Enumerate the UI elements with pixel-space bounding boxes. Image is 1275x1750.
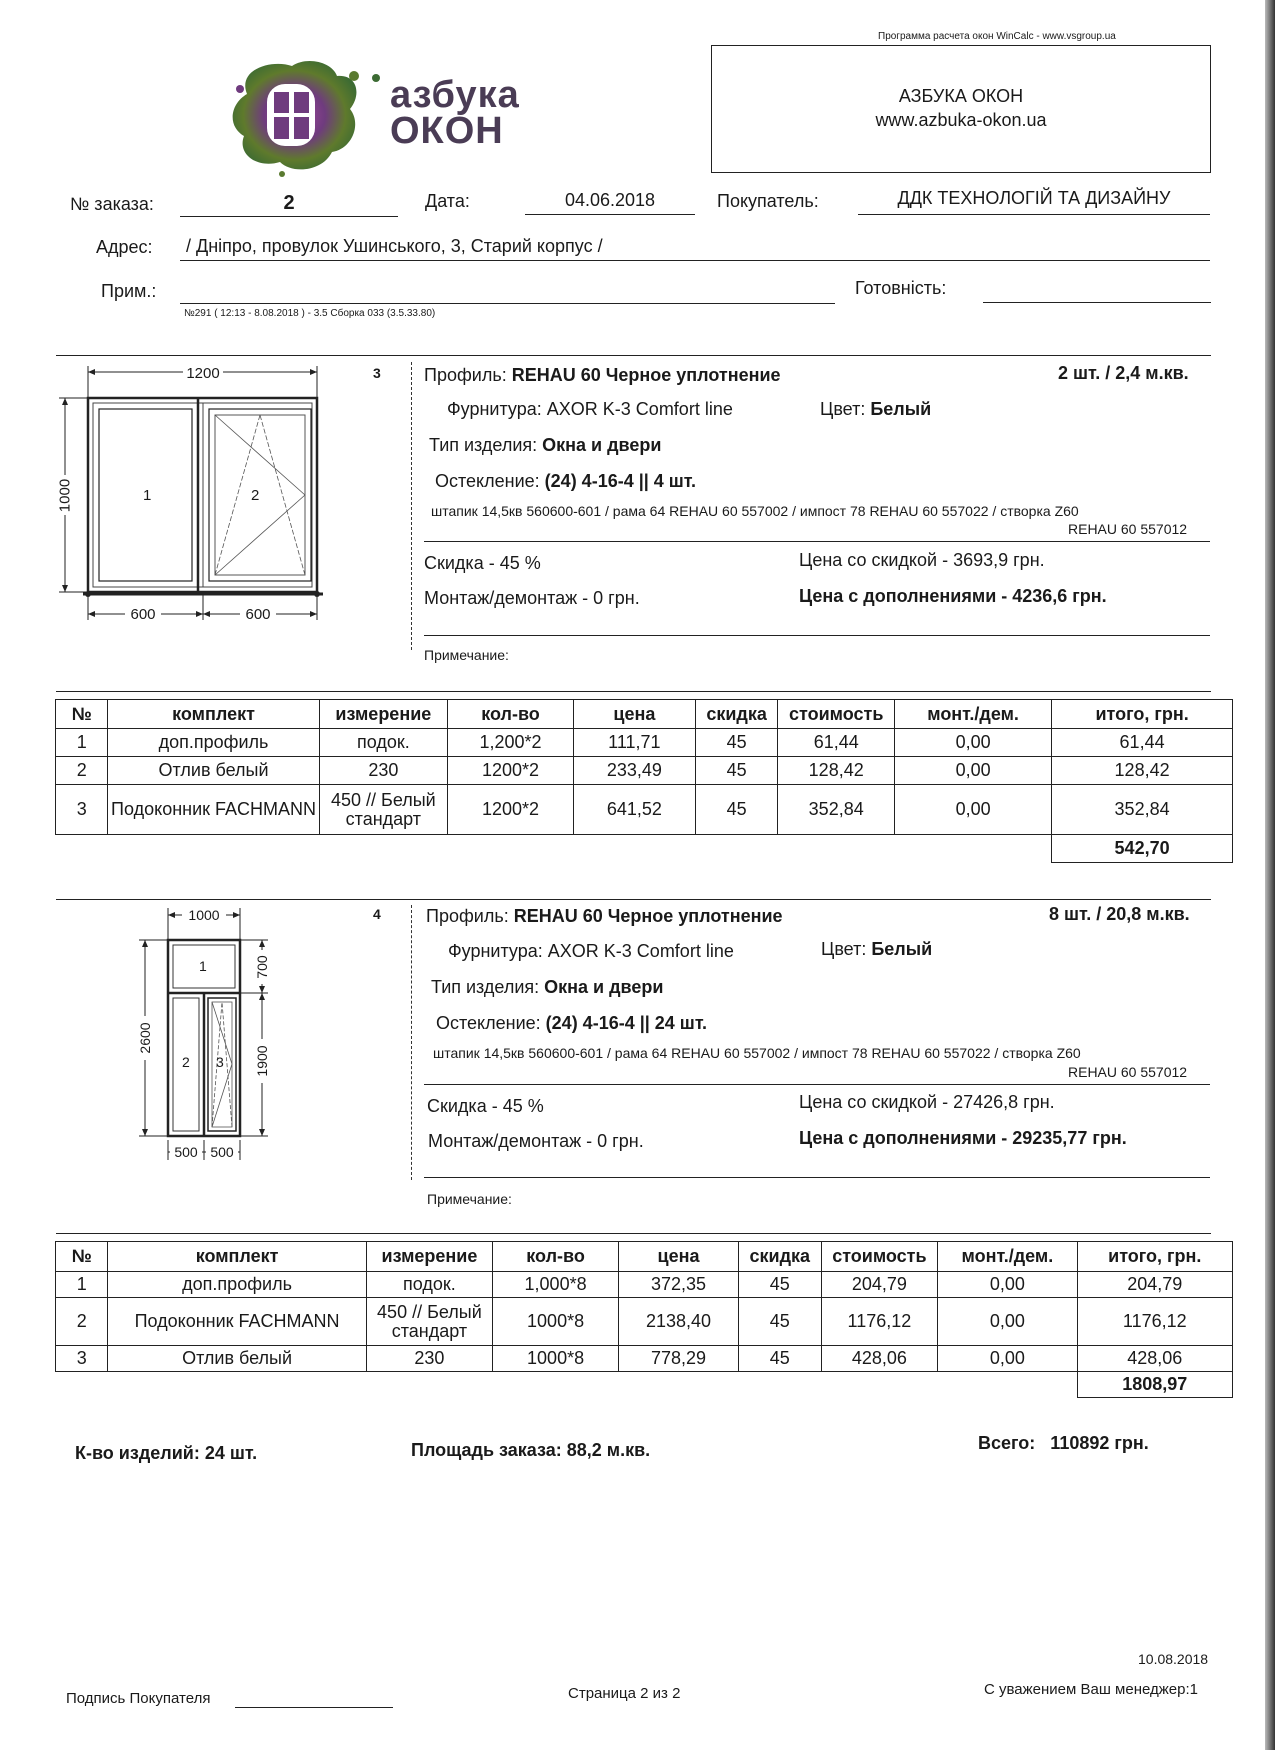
product-discount: Скидка - 45 %: [427, 1096, 544, 1116]
col-header: итого, грн.: [1077, 1242, 1232, 1272]
scan-edge: [1265, 0, 1275, 1750]
col-header: стоимость: [778, 700, 895, 729]
buyer-label: Покупатель:: [717, 191, 819, 211]
product-spec-line1: штапик 14,5кв 560600-601 / рама 64 REHAU 60 557002 / импост 78 REHAU 60 557022 / створка Z60: [433, 1045, 1081, 1061]
table-row: [56, 1298, 1233, 1346]
sash-label: 2: [182, 1054, 190, 1070]
cell: 204,79: [821, 1272, 938, 1298]
col-header: №: [56, 1242, 108, 1272]
cell: 45: [695, 785, 778, 835]
product-mounting: Монтаж/демонтаж - 0 грн.: [428, 1131, 644, 1151]
order-number: 2: [283, 192, 295, 214]
cell: 2: [56, 1298, 108, 1346]
cell: доп.профиль: [108, 1272, 366, 1298]
items-count: К-во изделий: 24 шт.: [75, 1443, 258, 1463]
sash-label: 3: [216, 1054, 224, 1070]
company-website: www.azbuka-okon.ua: [875, 110, 1047, 130]
cell: 0,00: [938, 1272, 1077, 1298]
cell: 0,00: [895, 729, 1052, 757]
cell: 1: [56, 1272, 108, 1298]
dim-right: 600: [245, 606, 271, 623]
product-profile: Профиль: REHAU 60 Черное уплотнение: [426, 906, 783, 926]
dim-left: 600: [130, 606, 156, 623]
product-qty: 2 шт. / 2,4 м.кв.: [1058, 363, 1189, 383]
cell: 111,71: [573, 729, 695, 757]
company-logo: [222, 54, 552, 184]
col-header: кол-во: [493, 1242, 619, 1272]
buyer-name: ДДК ТЕХНОЛОГІЙ ТА ДИЗАЙНУ: [897, 188, 1171, 208]
col-header: монт./дем.: [938, 1242, 1077, 1272]
col-header: цена: [618, 1242, 738, 1272]
product-spec-line1: штапик 14,5кв 560600-601 / рама 64 REHAU 60 557002 / импост 78 REHAU 60 557022 / створка Z60: [431, 503, 1079, 519]
order-date: 04.06.2018: [564, 190, 656, 210]
cell: 1176,12: [821, 1298, 938, 1346]
grand-total: Всего: 110892 грн.: [978, 1433, 1149, 1453]
logo-text-line1: азбука: [390, 74, 520, 116]
cell: 352,84: [778, 785, 895, 835]
cell: 778,29: [618, 1346, 738, 1372]
cell: Подоконник FACHMANN: [108, 785, 319, 835]
product-discount-price: Цена со скидкой - 27426,8 грн.: [799, 1092, 1055, 1112]
product-2-items-table: [55, 1241, 1233, 1398]
cell: 45: [738, 1346, 821, 1372]
cell: 233,49: [573, 757, 695, 785]
product-2-drawing: [130, 904, 300, 1169]
product-index: 3: [373, 365, 381, 381]
product-fittings: Фурнитура: AXOR K-3 Comfort line: [447, 399, 733, 419]
cell: подок.: [319, 729, 447, 757]
table-header-row: [56, 700, 1233, 729]
address-label: Адрес:: [96, 237, 153, 257]
cell: 450 // Белый стандарт: [366, 1298, 492, 1346]
cell: 428,06: [1077, 1346, 1232, 1372]
col-header: стоимость: [821, 1242, 938, 1272]
cell: 45: [695, 757, 778, 785]
cell: 128,42: [1052, 757, 1233, 785]
table-total: 1808,97: [1077, 1372, 1232, 1398]
cell: 1000*8: [493, 1298, 619, 1346]
table-row: [56, 1272, 1233, 1298]
order-number-label: № заказа:: [70, 194, 154, 214]
logo-text-line2: ОКОН: [390, 110, 504, 152]
cell: 3: [56, 785, 108, 835]
cell: Подоконник FACHMANN: [108, 1298, 366, 1346]
cell: 352,84: [1052, 785, 1233, 835]
col-header: кол-во: [448, 700, 574, 729]
cell: 428,06: [821, 1346, 938, 1372]
table-total: 542,70: [1052, 835, 1233, 863]
cell: 204,79: [1077, 1272, 1232, 1298]
program-note: Программа расчета окон WinCalc - www.vsgroup.ua: [878, 31, 1116, 42]
date-label: Дата:: [425, 191, 470, 211]
cell: 1: [56, 729, 108, 757]
sash-label: 2: [251, 487, 260, 504]
cell: 61,44: [778, 729, 895, 757]
print-date: 10.08.2018: [1138, 1651, 1209, 1667]
cell: подок.: [366, 1272, 492, 1298]
cell: 2: [56, 757, 108, 785]
cell: 45: [738, 1272, 821, 1298]
product-1-drawing: [55, 362, 335, 642]
page-number: Страница 2 из 2: [568, 1685, 681, 1702]
cell: 450 // Белый стандарт: [319, 785, 447, 835]
cell: 128,42: [778, 757, 895, 785]
col-header: цена: [573, 700, 695, 729]
table-total-row: [56, 835, 1233, 863]
cell: 230: [366, 1346, 492, 1372]
cell: 372,35: [618, 1272, 738, 1298]
product-total-price: Цена с дополнениями - 4236,6 грн.: [799, 586, 1107, 606]
product-spec-line2: REHAU 60 557012: [1068, 521, 1188, 537]
company-info-box: [711, 45, 1211, 173]
dim-left: 500: [174, 1144, 198, 1160]
col-header: скидка: [695, 700, 778, 729]
cell: 1200*2: [448, 757, 574, 785]
col-header: №: [56, 700, 108, 729]
product-discount: Скидка - 45 %: [424, 553, 541, 573]
sash-label: 1: [199, 958, 207, 974]
col-header: измерение: [319, 700, 447, 729]
cell: 1,200*2: [448, 729, 574, 757]
readiness-label: Готовність:: [855, 278, 947, 298]
product-profile: Профиль: REHAU 60 Черное уплотнение: [424, 365, 781, 385]
col-header: комплект: [108, 1242, 366, 1272]
col-header: скидка: [738, 1242, 821, 1272]
cell: Отлив белый: [108, 1346, 366, 1372]
table-row: [56, 757, 1233, 785]
table-row: [56, 729, 1233, 757]
cell: 45: [738, 1298, 821, 1346]
product-glazing: Остекление: (24) 4-16-4 || 4 шт.: [435, 471, 697, 491]
cell: Отлив белый: [108, 757, 319, 785]
sash-label: 1: [143, 487, 152, 504]
cell: 1000*8: [493, 1346, 619, 1372]
cell: 1176,12: [1077, 1298, 1232, 1346]
dim-width: 1000: [188, 907, 220, 923]
product-discount-price: Цена со скидкой - 3693,9 грн.: [799, 550, 1045, 570]
col-header: измерение: [366, 1242, 492, 1272]
cell: 0,00: [938, 1346, 1077, 1372]
manager-line: С уважением Ваш менеджер:1: [984, 1681, 1198, 1698]
address-value: / Дніпро, провулок Ушинського, 3, Старий корпус /: [186, 236, 603, 256]
signature-label: Подпись Покупателя: [66, 1690, 211, 1707]
col-header: монт./дем.: [895, 700, 1052, 729]
cell: 45: [695, 729, 778, 757]
product-fittings: Фурнитура: AXOR K-3 Comfort line: [448, 941, 734, 961]
product-color: Цвет: Белый: [820, 399, 932, 419]
col-header: комплект: [108, 700, 319, 729]
dim-right: 500: [210, 1144, 234, 1160]
cell: 2138,40: [618, 1298, 738, 1346]
cell: 230: [319, 757, 447, 785]
dim-width: 1200: [186, 365, 220, 382]
dim-height: 2600: [137, 1022, 153, 1054]
dim-bottom: 1900: [254, 1045, 270, 1077]
table-row: [56, 1346, 1233, 1372]
note-label: Прим.:: [101, 281, 157, 301]
product-color: Цвет: Белый: [821, 939, 933, 959]
cell: 0,00: [895, 785, 1052, 835]
product-remark-label: Примечание:: [427, 1191, 512, 1207]
product-spec-line2: REHAU 60 557012: [1068, 1064, 1188, 1080]
dim-top: 700: [254, 955, 270, 979]
product-remark-label: Примечание:: [424, 647, 509, 663]
cell: 641,52: [573, 785, 695, 835]
col-header: итого, грн.: [1052, 700, 1233, 729]
product-index: 4: [373, 906, 381, 922]
cell: 0,00: [895, 757, 1052, 785]
product-qty: 8 шт. / 20,8 м.кв.: [1049, 904, 1190, 924]
table-header-row: [56, 1242, 1233, 1272]
table-total-row: [56, 1372, 1233, 1398]
dim-height: 1000: [56, 478, 74, 513]
order-area: Площадь заказа: 88,2 м.кв.: [411, 1440, 651, 1460]
cell: 0,00: [938, 1298, 1077, 1346]
cell: 1200*2: [448, 785, 574, 835]
cell: 3: [56, 1346, 108, 1372]
version-line: №291 ( 12:13 - 8.08.2018 ) - 3.5 Сборка 033 (3.5.33.80): [184, 308, 436, 319]
product-total-price: Цена с дополнениями - 29235,77 грн.: [799, 1128, 1127, 1148]
product-mounting: Монтаж/демонтаж - 0 грн.: [424, 588, 640, 608]
product-type: Тип изделия: Окна и двери: [429, 435, 662, 455]
product-glazing: Остекление: (24) 4-16-4 || 24 шт.: [436, 1013, 708, 1033]
company-name: АЗБУКА ОКОН: [898, 86, 1024, 106]
product-type: Тип изделия: Окна и двери: [431, 977, 664, 997]
cell: 61,44: [1052, 729, 1233, 757]
cell: доп.профиль: [108, 729, 319, 757]
table-row: [56, 785, 1233, 835]
cell: 1,000*8: [493, 1272, 619, 1298]
product-1-items-table: [55, 699, 1233, 863]
